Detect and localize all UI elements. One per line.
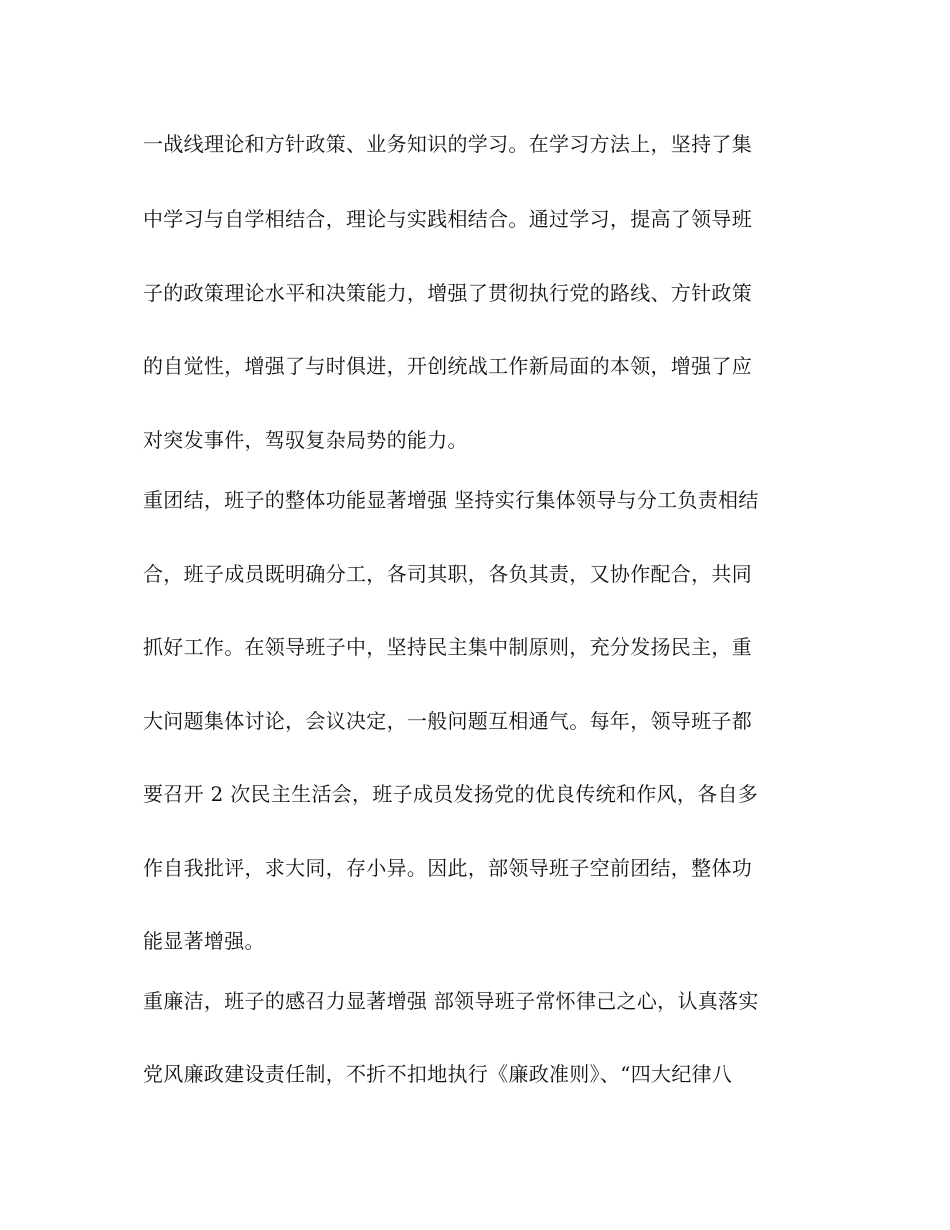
text-line: 的自觉性，增强了与时俱进，开创统战工作新局面的本领，增强了应 bbox=[143, 354, 752, 378]
text-line: 合，班子成员既明确分工，各司其职，各负其责，又协作配合，共同 bbox=[143, 562, 752, 586]
text-line: 中学习与自学相结合，理论与实践相结合。通过学习，提高了领导班 bbox=[143, 207, 752, 231]
text-line: 能显著增强。 bbox=[143, 929, 265, 953]
text-line: 抓好工作。在领导班子中，坚持民主集中制原则，充分发扬民主，重 bbox=[143, 635, 752, 659]
text-line: 重廉洁，班子的感召力显著增强 部领导班子常怀律己之心，认真落实 bbox=[143, 989, 759, 1013]
text-line: 对突发事件，驾驭复杂局势的能力。 bbox=[143, 428, 468, 452]
text-line: 子的政策理论水平和决策能力，增强了贯彻执行党的路线、方针政策 bbox=[143, 281, 752, 305]
text-line: 要召开 2 次民主生活会，班子成员发扬党的优良传统和作风，各自多 bbox=[143, 782, 759, 806]
text-line: 重团结，班子的整体功能显著增强 坚持实行集体领导与分工负责相结 bbox=[143, 488, 759, 512]
text-line: 党风廉政建设责任制，不折不扣地执行《廉政准则》、“四大纪律八 bbox=[143, 1062, 733, 1086]
text-line: 一战线理论和方针政策、业务知识的学习。在学习方法上，坚持了集 bbox=[143, 132, 752, 156]
text-line: 大问题集体讨论，会议决定，一般问题互相通气。每年，领导班子都 bbox=[143, 709, 752, 733]
text-line: 作自我批评，求大同，存小异。因此，部领导班子空前团结，整体功 bbox=[143, 856, 752, 880]
